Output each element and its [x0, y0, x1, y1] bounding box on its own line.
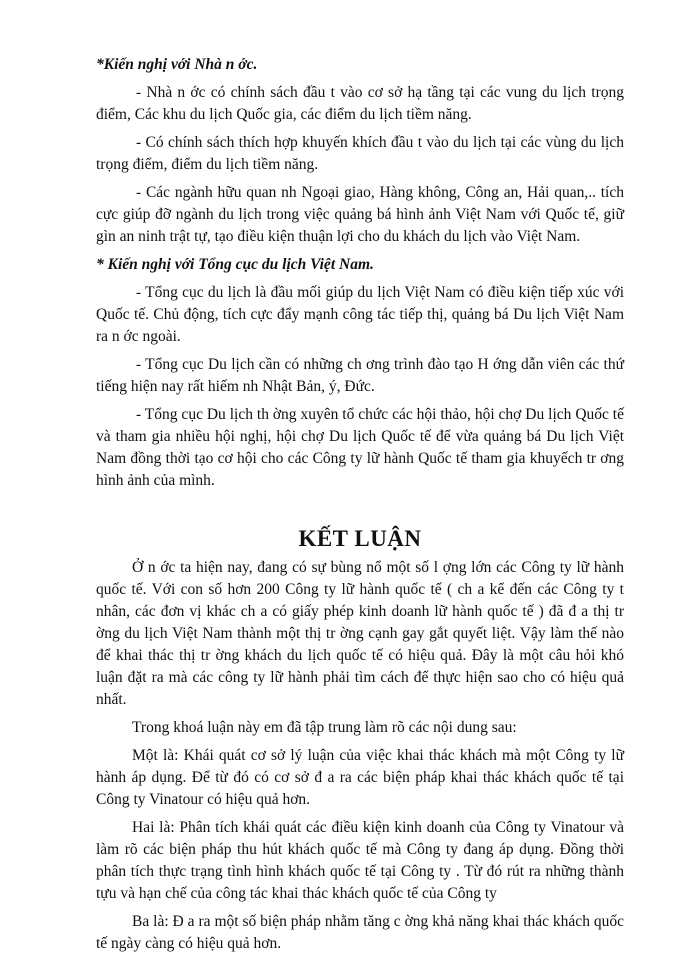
state-recommendation-3: - Các ngành hữu quan nh Ngoại giao, Hàng không, Công an, Hải quan,.. tích cực giúp đỡ ngành du lịch trong việc quảng bá hình ảnh Việt Nam với Quốc tế, giữ gìn an ninh trật tự, tạo điều kiện thuận lợi cho du khách du lịch vào Việt Nam.: [96, 184, 624, 245]
tourism-recommendation-2: - Tổng cục Du lịch cần có những ch ơng trình đào tạo H ớng dẫn viên các thứ tiếng hiện nay rất hiếm nh Nhật Bản, ý, Đức.: [96, 356, 624, 395]
tourism-recommendation-3: - Tổng cục Du lịch th ờng xuyên tổ chức các hội thảo, hội chợ Du lịch Quốc tế và tham gia nhiều hội nghị, hội chợ Du lịch Quốc tế để vừa quảng bá Du lịch Việt Nam đồng thời tạo cơ hội cho các Công ty lữ hành Quốc tế tham gia khuyếch tr ơng hình ảnh của mình.: [96, 406, 624, 489]
state-recommendations-heading: *Kiến nghị với Nhà n ớc.: [96, 56, 258, 73]
tourism-recommendation-1: - Tổng cục du lịch là đầu mối giúp du lịch Việt Nam có điều kiện tiếp xúc với Quốc tế. Chủ động, tích cực đẩy mạnh công tác tiếp thị, quảng bá Du lịch Việt Nam ra n ớc ngoài.: [96, 284, 624, 345]
state-recommendation-1: - Nhà n ớc có chính sách đầu t vào cơ sở hạ tầng tại các vung du lịch trọng điểm, Các khu du lịch Quốc gia, các điểm du lịch tiềm năng.: [96, 84, 624, 123]
conclusion-paragraph-3: Một là: Khái quát cơ sở lý luận của việc khai thác khách mà một Công ty lữ hành áp dụng. Để từ đó có cơ sở đ a ra các biện pháp khai thác khách quốc tế tại Công ty Vinatour có hiệu quả hơn.: [96, 747, 624, 808]
conclusion-paragraph-5: Ba là: Đ a ra một số biện pháp nhằm tăng c ờng khả năng khai thác khách quốc tế ngày càng có hiệu quả hơn.: [96, 913, 624, 952]
conclusion-paragraph-4: Hai là: Phân tích khái quát các điều kiện kinh doanh của Công ty Vinatour và làm rõ các biện pháp thu hút khách quốc tế mà Công ty đang áp dụng. Đồng thời phân tích thực trạng tình hình khách quốc tế tại Công ty . Từ đó rút ra những thành tựu và hạn chế của công tác khai thác khách quốc tế của Công ty: [96, 819, 624, 902]
state-recommendation-2: - Có chính sách thích hợp khuyến khích đầu t vào du lịch tại các vùng du lịch trọng điểm, điểm du lịch tiềm năng.: [96, 134, 624, 173]
document-page: [96, 54, 624, 961]
conclusion-paragraph-2: Trong khoá luận này em đã tập trung làm rõ các nội dung sau:: [132, 719, 517, 736]
conclusion-paragraph-1: Ở n ớc ta hiện nay, đang có sự bùng nổ một số l ợng lớn các Công ty lữ hành quốc tế. Với con số hơn 200 Công ty lữ hành quốc tế ( ch a kể đến các Công ty t nhân, các đơn vị khác ch a có giấy phép kinh doanh lữ hành quốc tế ) đã đ a thị tr ờng du lịch Việt Nam thành một thị tr ờng cạnh gay gắt quyết liệt. Vậy làm thế nào để khai thác thị tr ờng khách du lịch quốc tế có hiệu quả. Đây là một câu hỏi khó luận đặt ra mà các công ty lữ hành phải tìm cách để thực hiện sao cho có hiệu quả nhất.: [96, 559, 624, 708]
conclusion-title: KẾT LUẬN: [298, 526, 422, 551]
tourism-recommendations-heading: * Kiến nghị với Tổng cục du lịch Việt Nam.: [96, 256, 374, 273]
